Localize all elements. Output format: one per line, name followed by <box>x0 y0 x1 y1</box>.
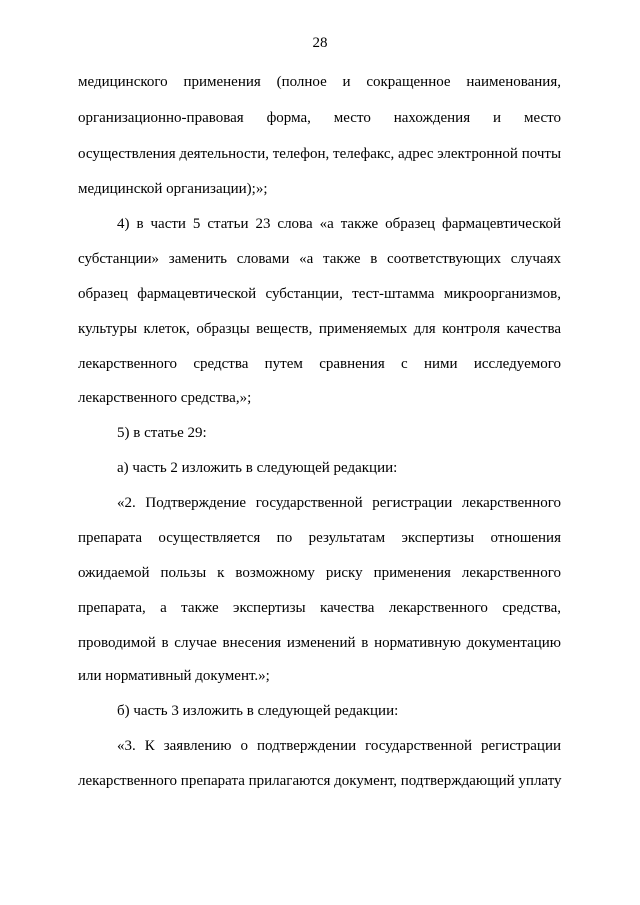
text-line: образец фармацевтической субстанции, тест-штамма микроорганизмов, <box>78 286 561 302</box>
text-line: субстанции» заменить словами «а также в соответствующих случаях <box>78 251 561 267</box>
text-line: «2. Подтверждение государственной регистрации лекарственного <box>117 495 561 511</box>
text-line: б) часть 3 изложить в следующей редакции: <box>117 703 399 719</box>
text-line: ожидаемой пользы к возможному риску применения лекарственного <box>78 565 561 581</box>
text-line: или нормативный документ.»; <box>78 668 270 684</box>
text-line: медицинской организации);»; <box>78 181 268 197</box>
text-line: 4) в части 5 статьи 23 слова «а также образец фармацевтической <box>117 216 561 232</box>
text-line: лекарственного средства,»; <box>78 390 252 406</box>
text-line: а) часть 2 изложить в следующей редакции: <box>117 460 398 476</box>
text-line: осуществления деятельности, телефон, телефакс, адрес электронной почты <box>78 146 562 162</box>
text-line: медицинского применения (полное и сокращенное наименования, <box>78 74 561 90</box>
text-line: проводимой в случае внесения изменений в нормативную документацию <box>78 635 561 651</box>
text-line: препарата, а также экспертизы качества лекарственного средства, <box>78 600 561 616</box>
page-number: 28 <box>312 35 328 51</box>
text-line: 5) в статье 29: <box>117 425 207 441</box>
text-line: культуры клеток, образцы веществ, применяемых для контроля качества <box>78 321 561 337</box>
text-line: «3. К заявлению о подтверждении государственной регистрации <box>117 738 561 754</box>
text-line: организационно-правовая форма, место нахождения и место <box>78 110 561 126</box>
text-line: лекарственного средства путем сравнения с ними исследуемого <box>78 356 561 372</box>
text-line: препарата осуществляется по результатам экспертизы отношения <box>78 530 561 546</box>
text-line: лекарственного препарата прилагаются документ, подтверждающий уплату <box>78 773 562 789</box>
